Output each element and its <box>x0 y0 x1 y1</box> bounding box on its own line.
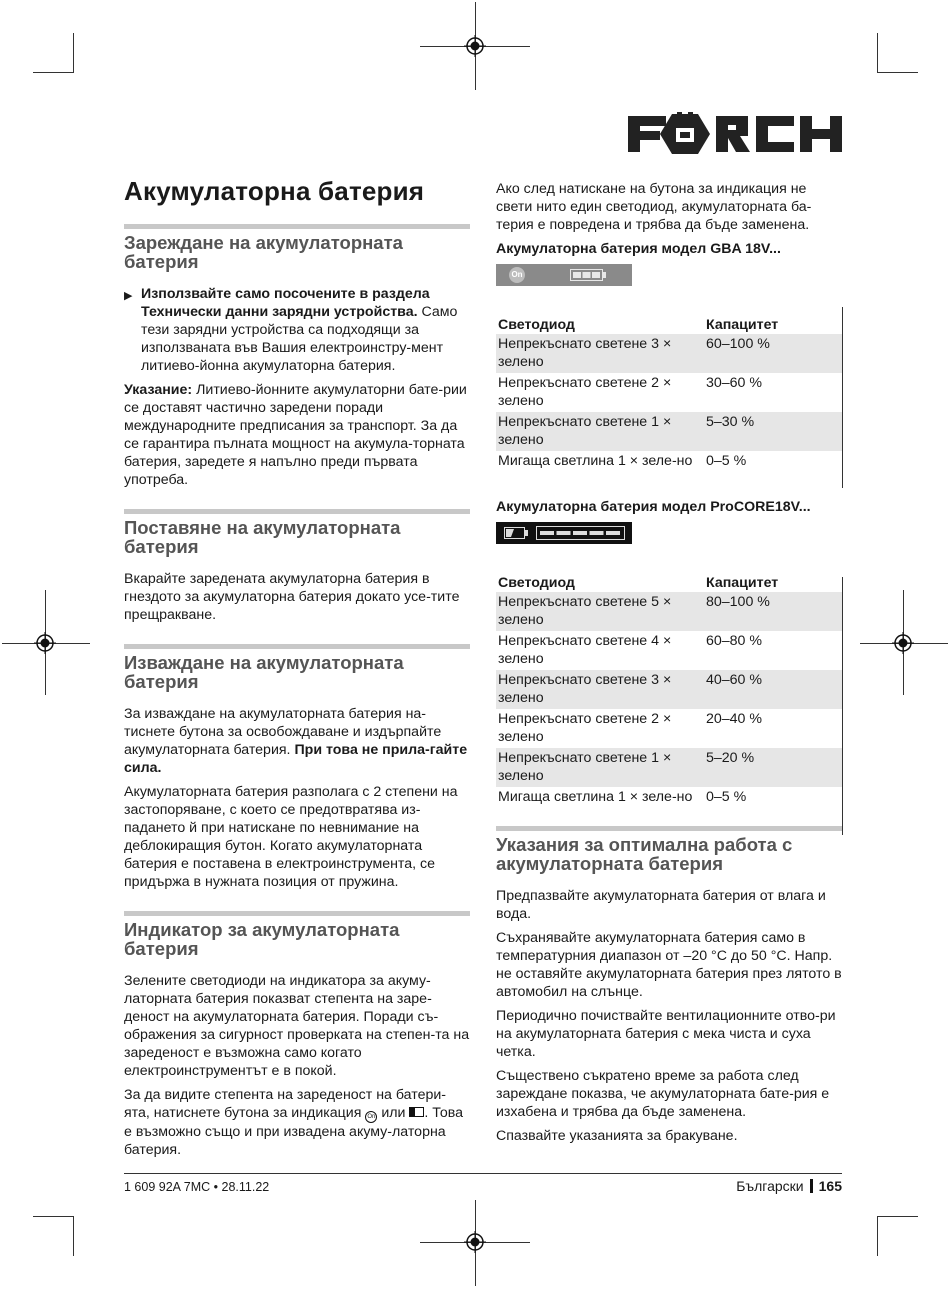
table-cell: Непрекъснато светене 5 × зелено <box>496 592 704 631</box>
crop-mark <box>33 72 73 73</box>
footer-rule <box>124 1173 842 1174</box>
note-label: Указание: <box>124 382 193 398</box>
page-number: 165 <box>818 1178 842 1194</box>
registration-mark-icon <box>34 632 56 654</box>
section-rule <box>496 826 842 831</box>
battery-leds-icon <box>536 526 626 540</box>
table-cell: 80–100 % <box>704 592 842 631</box>
on-button-icon: On <box>509 267 525 283</box>
battery-button-icon <box>409 1107 424 1117</box>
column-header: Капацитет <box>706 317 779 333</box>
paragraph-text: За да видите степента на зареденост на батери-ята, натиснете бутона за индикация <box>124 1087 447 1121</box>
paragraph: Периодично почиствайте вентилационните отво-ри на акумулаторната батерия с мека чиста и суха четка. <box>496 1008 836 1060</box>
table-cell: Непрекъснато светене 3 × зелено <box>496 334 704 373</box>
paragraph-text: За изваждане на акумулаторната батерия на-тиснете бутона за освобождаване и издърпайте акумулаторната батерия. <box>124 706 442 758</box>
gba-indicator-image <box>496 264 632 286</box>
paragraph: Спазвайте указанията за бракуване. <box>496 1128 738 1144</box>
procore-led-table <box>496 570 842 808</box>
registration-mark-icon <box>464 35 486 57</box>
table-cell: Непрекъснато светене 4 × зелено <box>498 633 672 667</box>
model-heading-wrap <box>496 498 842 516</box>
table-cell: 60–80 % <box>706 633 763 649</box>
table-cell: 40–60 % <box>704 670 842 709</box>
bullet-text: Само тези зарядни устройства са подходящи за използваната във Вашия електроинстру-мент литиево-йонна акумулаторна батерия. <box>141 304 458 374</box>
table-row <box>496 373 842 412</box>
column-header: Светодиод <box>498 317 575 333</box>
model-heading-wrap <box>496 240 842 258</box>
table-row <box>496 412 842 451</box>
crop-mark <box>73 33 74 73</box>
footer-separator <box>810 1179 813 1193</box>
table-cell: 60–100 % <box>704 334 842 373</box>
table-cell: Мигаща светлина 1 × зеле-но <box>498 453 693 469</box>
table-cell: Непрекъснато светене 2 × зелено <box>498 711 672 745</box>
table-cell: 5–20 % <box>704 748 842 787</box>
section-title-indicator: Индикатор за акумулаторната батерия <box>124 919 400 959</box>
paragraph: Съхранявайте акумулаторната батерия само в температурния диапазон от –20 °C до 50 °C. Напр. не оставяйте акумулаторната батерия през лятото в автомобил на слънце. <box>496 930 842 1000</box>
table-cell: 0–5 % <box>706 453 747 469</box>
registration-mark-icon <box>464 1231 486 1253</box>
note-text: Литиево-йонните акумулаторни бате-рии се доставят частично заредени поради международните предписания за транспорт. За да се гарантира пълната мощност на акумула-торната батерия, заредете я напълно преди първата употреба. <box>124 382 467 488</box>
section-rule <box>124 509 470 514</box>
table-cell: 20–40 % <box>706 711 763 727</box>
table-row <box>496 334 842 373</box>
table-row <box>496 748 842 787</box>
paragraph: Вкарайте заредената акумулаторна батерия в гнездото за акумулаторна батерия докато усе-тите прещракване. <box>124 571 460 623</box>
paragraph: Предпазвайте акумулаторната батерия от влага и вода. <box>496 888 826 922</box>
crop-mark <box>73 1216 74 1256</box>
section-title-inserting: Поставяне на акумулаторната батерия <box>124 517 401 557</box>
column-header: Капацитет <box>706 575 779 591</box>
table-cell: Мигаща светлина 1 × зеле-но <box>498 789 693 805</box>
instruction-bullet <box>124 285 470 375</box>
section-title-charging: Зареждане на акумулаторната батерия <box>124 232 403 272</box>
table-cell: Непрекъснато светене 1 × зелено <box>496 412 704 451</box>
table-cell: Непрекъснато светене 3 × зелено <box>496 670 704 709</box>
section-title-removing: Изваждане на акумулаторната батерия <box>124 652 404 692</box>
footer-page-info <box>736 1178 842 1194</box>
note-paragraph <box>124 381 470 489</box>
table-cell: 0–5 % <box>706 789 747 805</box>
paragraph: Акумулаторната батерия разполага с 2 степени на застопоряване, с което се предотвратява из-падането й при натискане по невнимание на деблокиращия бутон. Когато акумулаторната батерия е поставена в електроинструмента, се придържа в нужната позиция от пружина. <box>124 784 458 890</box>
forch-logo <box>628 112 842 156</box>
table-border <box>842 307 843 488</box>
right-column <box>496 180 842 1151</box>
section-rule <box>124 644 470 649</box>
paragraph <box>124 1086 470 1159</box>
crop-mark <box>877 33 878 73</box>
footer-language: Български <box>736 1178 804 1194</box>
table-row <box>496 631 842 670</box>
model-heading-procore: Акумулаторна батерия модел ProCORE18V... <box>496 499 811 515</box>
paragraph: Съществено съкратено време за работа след зареждане показва, че акумулаторната бате-рия е изхабена и трябва да бъде заменена. <box>496 1068 830 1120</box>
table-row <box>496 670 842 709</box>
table-cell: Непрекъснато светене 2 × зелено <box>498 375 672 409</box>
section-rule <box>124 224 470 229</box>
crop-mark <box>33 1216 73 1217</box>
crop-mark <box>877 1216 878 1256</box>
table-row <box>496 709 842 748</box>
table-row <box>496 592 842 631</box>
procore-indicator-image <box>496 522 632 544</box>
paragraph <box>124 705 470 777</box>
document-code: 1 609 92A 7MC • 28.11.22 <box>124 1180 270 1194</box>
arrow-right-icon: ▶ <box>124 290 133 302</box>
crop-mark <box>878 1216 918 1217</box>
gba-led-table <box>496 312 842 472</box>
crop-mark <box>878 72 918 73</box>
paragraph: Зелените светодиоди на индикатора за акуму-латорната батерия показват степента на заре-деност на акумулаторната батерия. Поради съ-ображения за сигурност проверката на степен-та на зареденост е възможна само когато електроинструментът е в покой. <box>124 973 470 1079</box>
left-column <box>124 224 470 1165</box>
table-row <box>496 787 842 808</box>
paragraph-text: . Това е възможно също и при извадена акуму-латорна батерия. <box>124 1105 464 1158</box>
bullet-bold-text: Използвайте само посочените в раздела Технически данни зарядни устройства. <box>141 286 430 320</box>
model-heading-gba: Акумулаторна батерия модел GBA 18V... <box>496 241 781 257</box>
battery-leds-icon <box>570 269 606 281</box>
table-row <box>496 451 842 472</box>
table-cell: 5–30 % <box>704 412 842 451</box>
section-rule <box>124 911 470 916</box>
section-title-optimal-use: Указания за оптимална работа с акумулаторната батерия <box>496 834 793 874</box>
table-cell: Непрекъснато светене 1 × зелено <box>496 748 704 787</box>
on-button-icon: On <box>365 1111 377 1123</box>
battery-button-icon <box>504 527 528 539</box>
paragraph-text: или <box>381 1105 406 1121</box>
table-border <box>842 577 843 835</box>
paragraph: Ако след натискане на бутона за индикация не свети нито един светодиод, акумулаторната ба-терия е повредена и трябва да бъде заменена. <box>496 181 812 233</box>
table-cell: 30–60 % <box>706 375 763 391</box>
page-title: Акумулаторна батерия <box>124 176 425 206</box>
column-header: Светодиод <box>498 575 575 591</box>
registration-mark-icon <box>892 632 914 654</box>
paragraph-bold-text: При това не прила-гайте сила. <box>124 742 468 776</box>
